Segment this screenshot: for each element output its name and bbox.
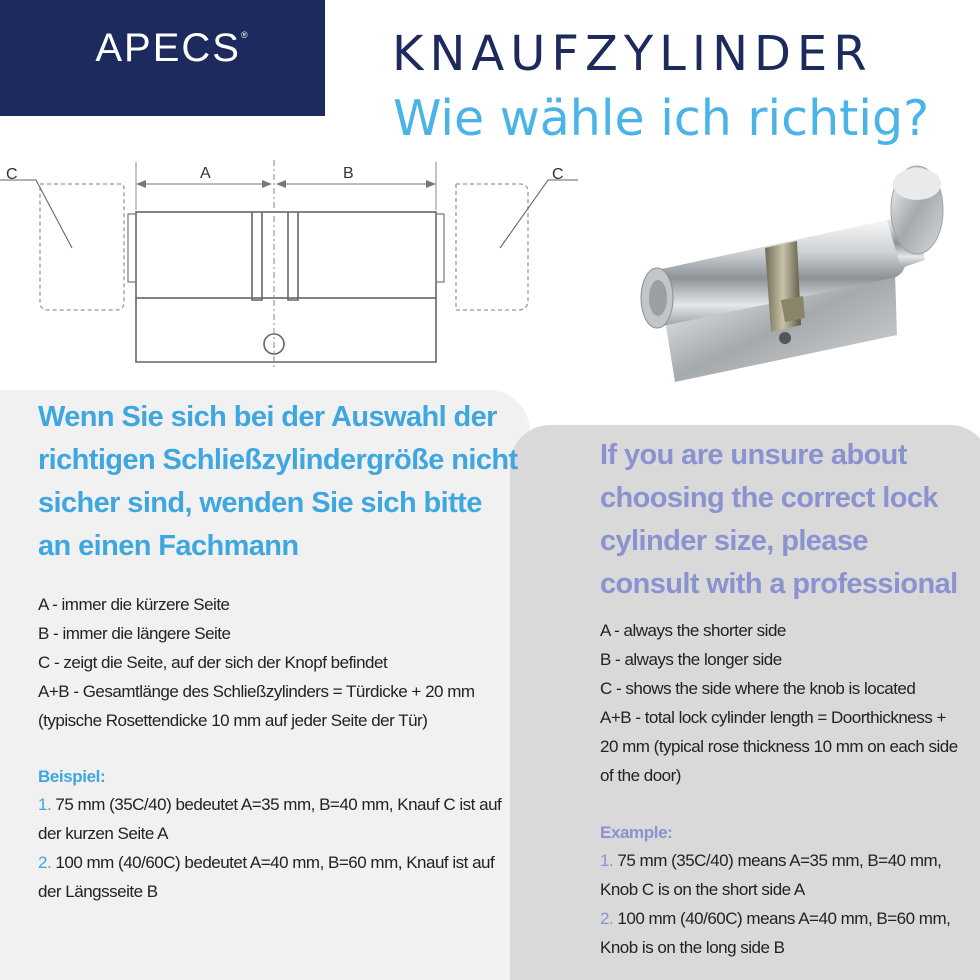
english-line-ab: A+B - total lock cylinder length = Doorthickness + 20 mm (typical rose thickness 10 mm on each side of the door) (600, 708, 958, 785)
english-example-2-text: 100 mm (40/60C) means A=40 mm, B=60 mm, Knob is on the long side B (600, 909, 951, 957)
german-example-1 (38, 790, 518, 848)
brand-reg-mark: ® (240, 30, 250, 41)
brand-logo-box (0, 0, 325, 116)
diagram-label-a: A (200, 165, 211, 182)
german-line-a: A - immer die kürzere Seite (38, 595, 230, 614)
knob-cylinder-product-image (625, 150, 975, 395)
english-example-label: Example: (600, 823, 673, 842)
english-examples (600, 846, 960, 962)
english-example-2 (600, 904, 960, 962)
page-subtitle: Wie wähle ich richtig? (393, 90, 930, 147)
diagram-label-c-right: C (552, 166, 564, 183)
german-example-2 (38, 848, 518, 906)
english-example-1-number: 1. (600, 851, 614, 870)
english-line-b: B - always the longer side (600, 650, 782, 669)
german-examples (38, 790, 518, 906)
diagram-label-c-left: C (6, 166, 18, 183)
brand-name: APECS (95, 25, 241, 70)
german-example-1-text: 75 mm (35C/40) bedeutet A=35 mm, B=40 mm, Knauf C ist auf der kurzen Seite A (38, 795, 502, 843)
brand-logo (95, 26, 249, 71)
german-line-b: B - immer die längere Seite (38, 624, 231, 643)
english-line-a: A - always the shorter side (600, 621, 786, 640)
english-line-c: C - shows the side where the knob is located (600, 679, 916, 698)
diagram-label-b: B (343, 165, 354, 182)
german-example-label: Beispiel: (38, 767, 106, 786)
english-heading: If you are unsure about choosing the correct lock cylinder size, please consult with a professional (600, 439, 958, 600)
german-example-1-number: 1. (38, 795, 52, 814)
german-line-c: C - zeigt die Seite, auf der sich der Knopf befindet (38, 653, 388, 672)
german-example-2-text: 100 mm (40/60C) bedeutet A=40 mm, B=60 mm, Knauf ist auf der Längsseite B (38, 853, 495, 901)
english-example-1-text: 75 mm (35C/40) means A=35 mm, B=40 mm, Knob C is on the short side A (600, 851, 942, 899)
german-heading: Wenn Sie sich bei der Auswahl der richtigen Schließzylindergröße nicht sicher sind, wenden Sie sich bitte an einen Fachmann (38, 401, 518, 562)
german-example-2-number: 2. (38, 853, 52, 872)
page-title: KNAUFZYLINDER (392, 26, 873, 82)
cylinder-diagram (0, 150, 600, 380)
english-definitions (600, 616, 960, 790)
english-example-1 (600, 846, 960, 904)
english-example-2-number: 2. (600, 909, 614, 928)
german-definitions (38, 590, 518, 735)
german-line-ab: A+B - Gesamtlänge des Schließzylinders = Türdicke + 20 mm (typische Rosettendicke 10 mm auf jeder Seite der Tür) (38, 682, 475, 730)
